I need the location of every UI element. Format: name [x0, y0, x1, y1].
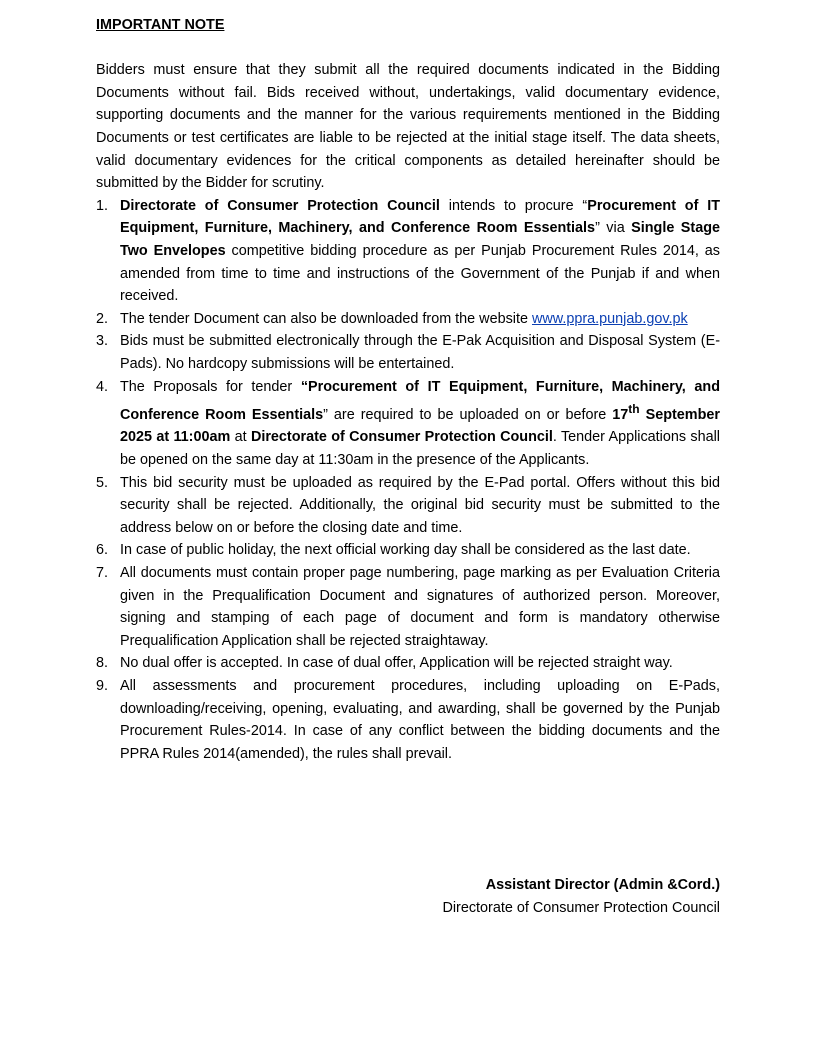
item-text: All documents must contain proper page numbering, page marking as per Evaluation Criteria given in the Prequalification Document and signatures of authorized person. Moreover, signing and stamping of each page of document and form is mandatory otherwise Prequalification Application shall be rejected straightaway.	[120, 565, 720, 649]
deadline-day: 17	[612, 406, 629, 423]
conditions-list	[96, 195, 720, 766]
item-number: 9.	[96, 678, 109, 695]
item-text: All assessments and procurement procedures, including uploading on E-Pads, downloading/receiving, opening, evaluating, and awarding, shall be governed by the Punjab Procurement Rules-2014. In case of any conflict between the bidding documents and the PPRA Rules 2014(amended), the rules shall prevail.	[120, 678, 720, 762]
item-text: No dual offer is accepted. In case of dual offer, Application will be rejected straight way.	[120, 655, 673, 672]
signatory-title: Assistant Director (Admin &Cord.)	[485, 877, 720, 893]
list-item-7	[96, 562, 720, 652]
list-item-3	[96, 330, 720, 375]
list-item-5	[96, 472, 720, 540]
item-text: competitive bidding procedure as per Punjab Procurement Rules 2014, as amended from time to time and instructions of the Government of the Punjab if and when received.	[120, 242, 720, 305]
document-body	[96, 14, 720, 765]
list-item-8	[96, 652, 720, 675]
item-text: The tender Document can also be downloaded from the website	[120, 310, 532, 327]
item-text: ” via	[595, 220, 632, 237]
deadline-date: September 2025 at 11:00am	[120, 406, 720, 446]
list-item-2	[96, 308, 720, 331]
item-text: . Tender Applications shall be opened on the same day at 11:30am in the presence of the Applicants.	[120, 429, 720, 469]
list-item-9	[96, 675, 720, 765]
intro-paragraph: Bidders must ensure that they submit all the required documents indicated in the Bidding Documents without fail. Bids received without, undertakings, valid documentary evidence, supporting documents and the manner for the various requirements mentioned in the Bidding Documents or test certificates are liable to be rejected at the initial stage itself. The data sheets, valid documentary evidences for the critical components as detailed hereinafter should be submitted by the Bidder for scrutiny.	[96, 62, 720, 192]
page-title: IMPORTANT NOTE	[96, 17, 225, 33]
item-text: In case of public holiday, the next official working day shall be considered as the last date.	[120, 542, 691, 559]
deadline-day-suffix: th	[628, 402, 640, 417]
list-item-1	[96, 195, 720, 308]
item-number: 4.	[96, 378, 109, 395]
signature-block	[442, 874, 720, 919]
item-text: The Proposals for tender	[120, 378, 301, 395]
item-text: intends to procure “	[439, 197, 588, 214]
item-text: ” are required to be uploaded on or before	[323, 406, 613, 423]
item-number: 5.	[96, 474, 109, 491]
item-number: 3.	[96, 333, 109, 350]
bidding-method: Single Stage Two Envelopes	[120, 220, 720, 259]
item-text: at	[230, 429, 251, 446]
org-name: Directorate of Consumer Protection Council	[120, 197, 440, 214]
list-item-4	[96, 376, 720, 472]
procurement-title: Procurement of IT Equipment, Furniture, Machinery, and Conference Room Essentials	[120, 197, 720, 237]
item-number: 1.	[96, 197, 109, 214]
item-number: 6.	[96, 542, 109, 559]
ppra-website-link[interactable]: www.ppra.punjab.gov.pk	[531, 310, 688, 327]
item-number: 8.	[96, 655, 109, 672]
item-text: This bid security must be uploaded as required by the E-Pad portal. Offers without this bid security shall be rejected. Additionally, the original bid security must be submitted to the address below on or before the closing date and time.	[120, 474, 720, 536]
org-name: Directorate of Consumer Protection Council	[250, 429, 553, 446]
item-number: 2.	[96, 310, 109, 327]
signatory-organization: Directorate of Consumer Protection Council	[442, 899, 720, 916]
item-text: Bids must be submitted electronically through the E-Pak Acquisition and Disposal System (E-Pads). No hardcopy submissions will be entertained.	[120, 333, 720, 372]
procurement-title: “Procurement of IT Equipment, Furniture, Machinery, and Conference Room Essentials	[120, 378, 720, 423]
item-number: 7.	[96, 565, 109, 582]
list-item-6	[96, 539, 720, 562]
